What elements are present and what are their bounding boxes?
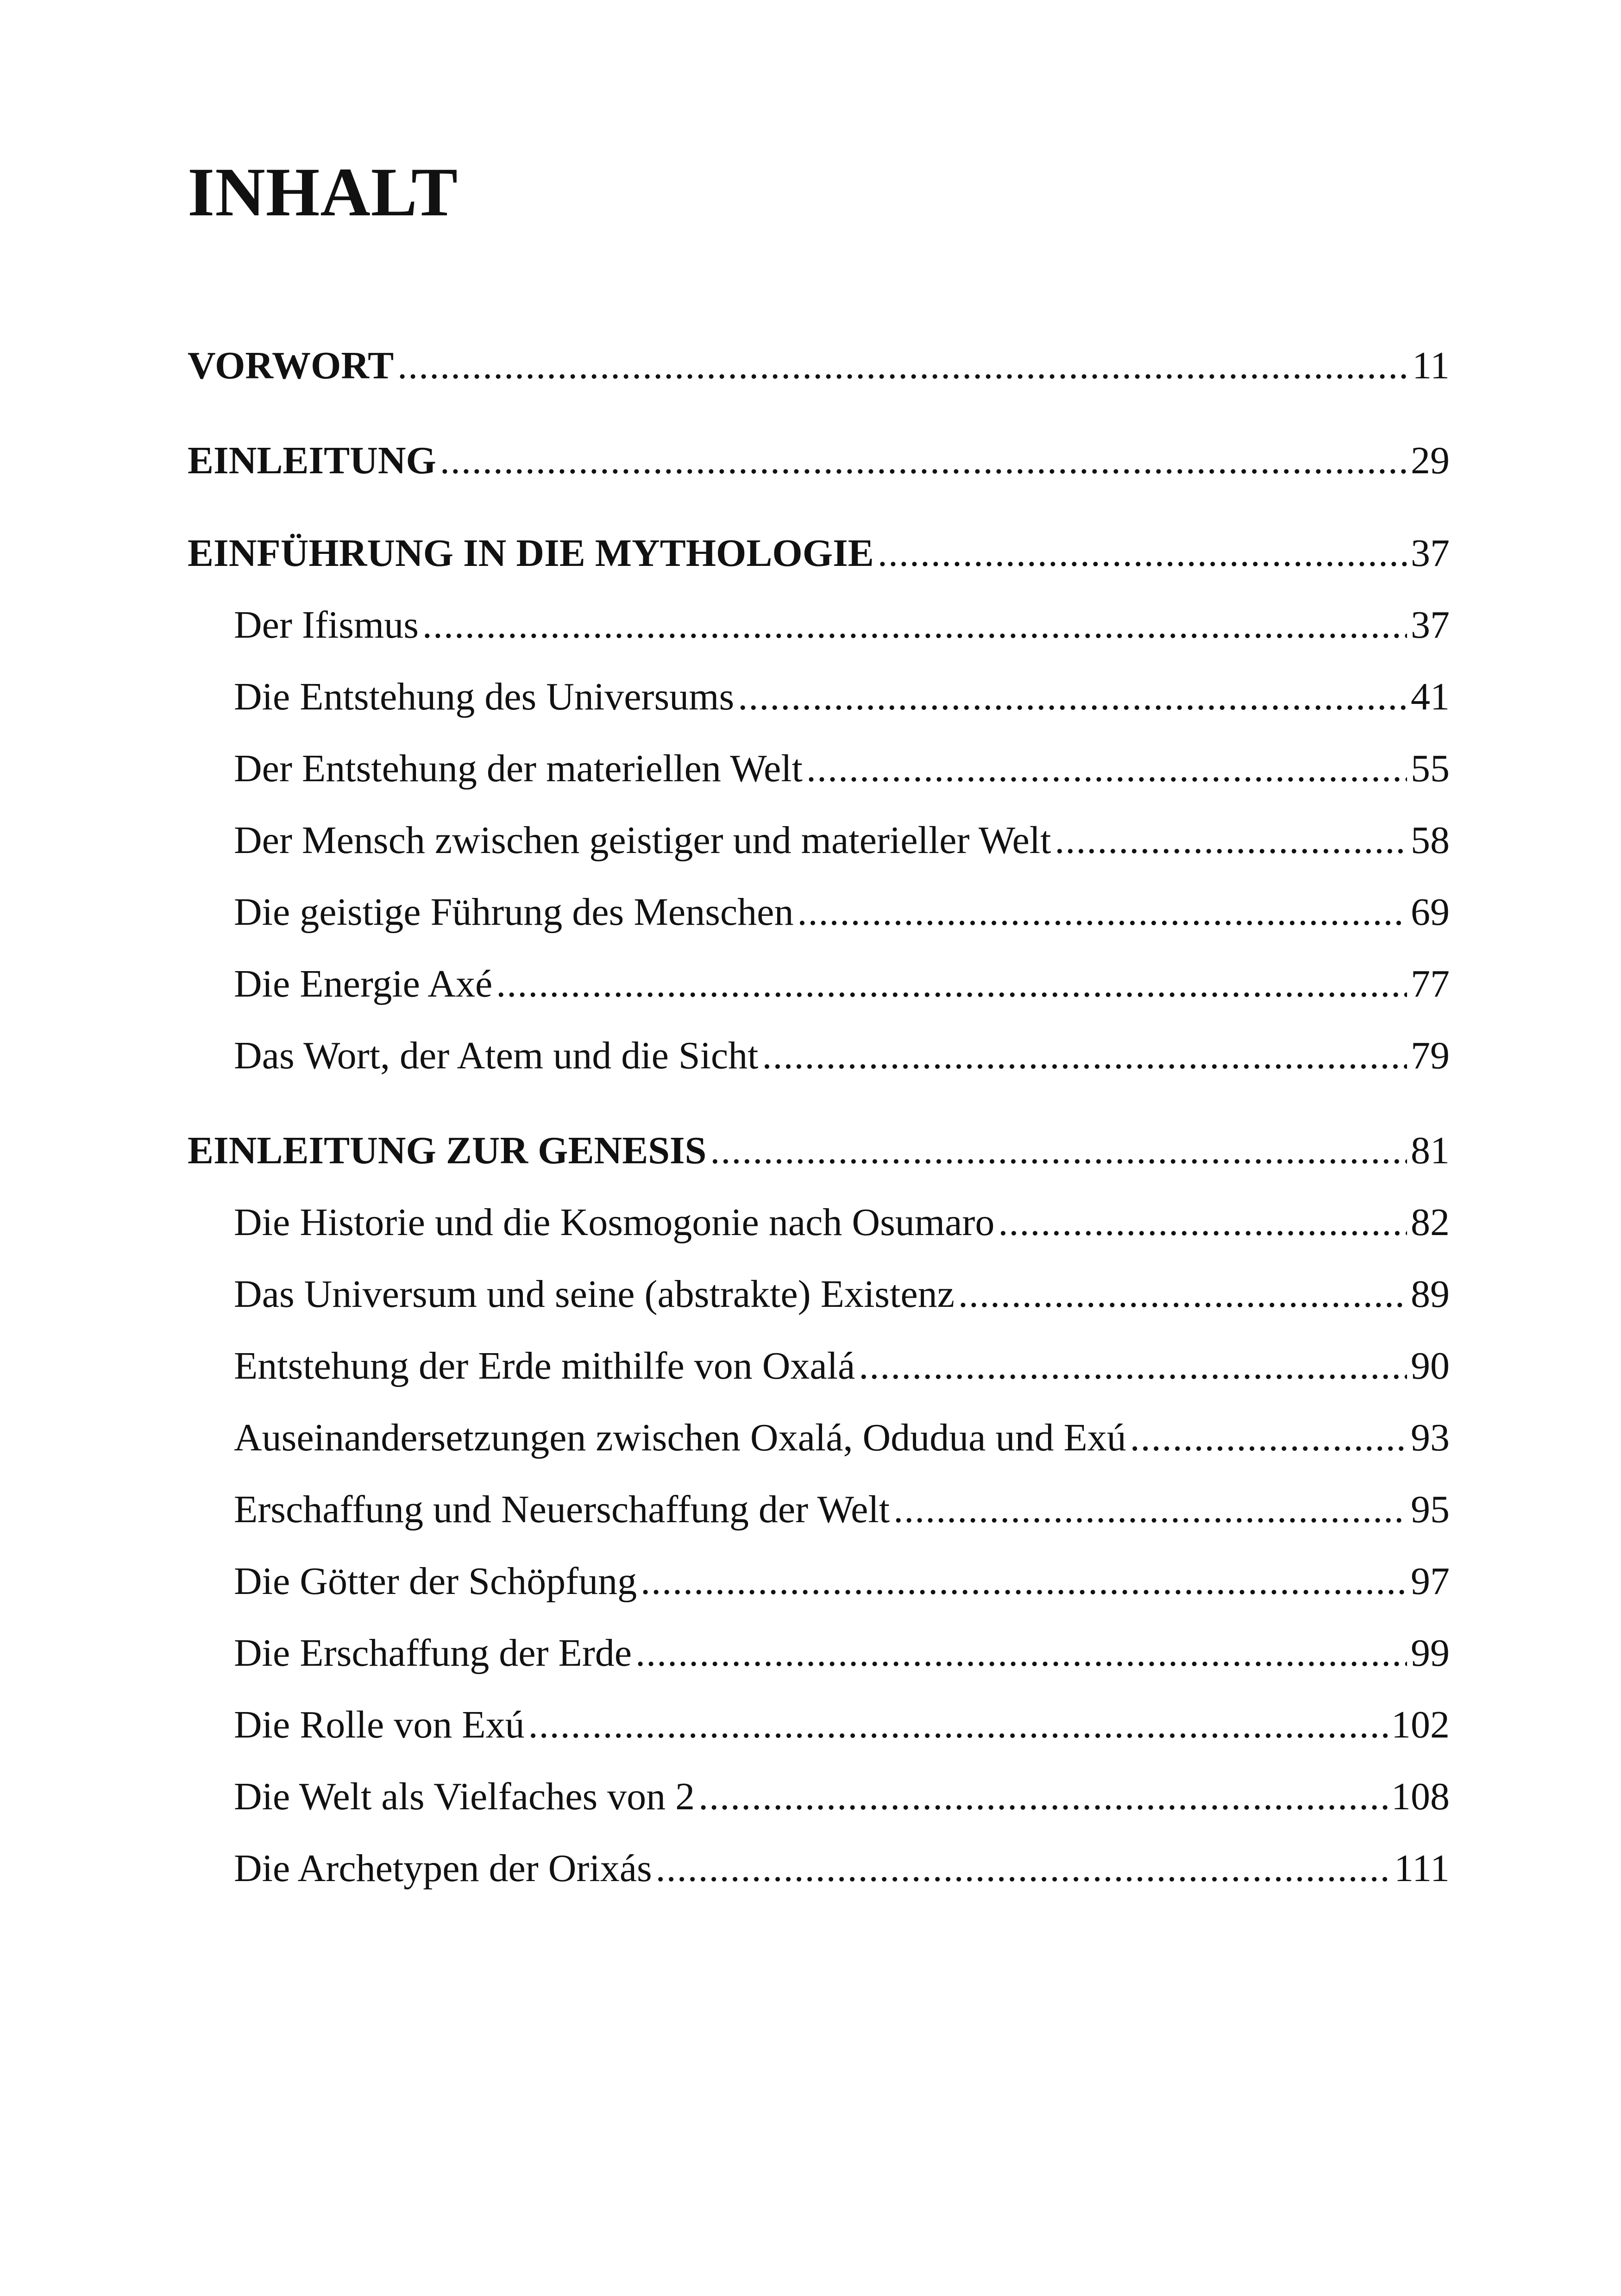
toc-entry-page-number: 89 (1411, 1273, 1450, 1316)
toc-entry-label: Die Energie Axé (234, 962, 493, 1005)
toc-entry-page-number: 77 (1411, 962, 1450, 1005)
toc-entry-page-number: 81 (1411, 1129, 1450, 1172)
toc-entry (188, 1484, 1450, 1535)
toc-entry-label: Auseinandersetzungen zwischen Oxalá, Odudua und Exú (234, 1416, 1126, 1459)
toc-entry-label: Die Entstehung des Universums (234, 675, 735, 718)
toc-entry-page-number: 99 (1411, 1631, 1450, 1675)
toc-entry (188, 1412, 1450, 1463)
toc-entry-page-number: 41 (1411, 675, 1450, 718)
dot-leader (641, 1556, 1407, 1607)
toc-entry-page-number: 37 (1411, 532, 1450, 575)
toc-entry-page-number: 102 (1391, 1703, 1450, 1746)
toc-entry (188, 340, 1450, 391)
page-title: INHALT (188, 154, 459, 231)
dot-leader (698, 1771, 1388, 1822)
toc-entry-label: Die Archetypen der Orixás (234, 1847, 652, 1890)
toc-entry-label: Der Ifismus (234, 603, 419, 646)
dot-leader (878, 528, 1407, 579)
toc-entry-label: Die Historie und die Kosmogonie nach Osumaro (234, 1201, 995, 1244)
toc-entry (188, 1341, 1450, 1392)
toc-entry-label: Die Erschaffung der Erde (234, 1631, 632, 1675)
toc-entry-page-number: 111 (1394, 1847, 1450, 1890)
toc-entry-label: VORWORT (188, 344, 394, 387)
toc-entry-label: Die Welt als Vielfaches von 2 (234, 1775, 695, 1818)
toc-entry (188, 887, 1450, 938)
dot-leader (806, 743, 1407, 794)
toc-entry (188, 1843, 1450, 1894)
toc-entry (188, 1197, 1450, 1248)
toc-entry (188, 435, 1450, 486)
dot-leader (440, 435, 1407, 486)
toc-entry-page-number: 82 (1411, 1201, 1450, 1244)
toc-entry-page-number: 79 (1411, 1034, 1450, 1077)
dot-leader (762, 1030, 1407, 1081)
toc-entry-page-number: 69 (1411, 891, 1450, 934)
toc-entry-page-number: 95 (1411, 1488, 1450, 1531)
toc-entry-page-number: 58 (1411, 819, 1450, 862)
toc-entry (188, 1556, 1450, 1607)
toc-entry-label: Entstehung der Erde mithilfe von Oxalá (234, 1344, 855, 1387)
toc-entry-page-number: 97 (1411, 1560, 1450, 1603)
dot-leader (496, 959, 1407, 1010)
table-of-contents (188, 0, 1450, 2296)
dot-leader (1055, 815, 1407, 866)
dot-leader (797, 887, 1407, 938)
dot-leader (1130, 1412, 1407, 1463)
toc-entry-label: Das Wort, der Atem und die Sicht (234, 1034, 759, 1077)
toc-entry-label: Die Rolle von Exú (234, 1703, 525, 1746)
toc-entry-page-number: 55 (1411, 747, 1450, 790)
toc-entry (188, 528, 1450, 579)
toc-entry-page-number: 37 (1411, 603, 1450, 646)
toc-entry (188, 671, 1450, 722)
dot-leader (397, 340, 1408, 391)
toc-entry (188, 815, 1450, 866)
toc-entry-page-number: 29 (1411, 439, 1450, 482)
dot-leader (656, 1843, 1391, 1894)
toc-entry-label: Die geistige Führung des Menschen (234, 891, 794, 934)
dot-leader (998, 1197, 1407, 1248)
dot-leader (859, 1341, 1407, 1392)
toc-entry (188, 600, 1450, 651)
toc-entry-page-number: 90 (1411, 1344, 1450, 1387)
dot-leader (738, 671, 1407, 722)
toc-entry-page-number: 108 (1391, 1775, 1450, 1818)
dot-leader (528, 1700, 1388, 1750)
toc-entry (188, 1700, 1450, 1750)
toc-entry-label: Der Mensch zwischen geistiger und materieller Welt (234, 819, 1051, 862)
toc-entry-label: EINLEITUNG (188, 439, 436, 482)
toc-entry (188, 743, 1450, 794)
toc-entry-label: EINLEITUNG ZUR GENESIS (188, 1129, 707, 1172)
dot-leader (635, 1628, 1407, 1679)
toc-entry-page-number: 11 (1412, 344, 1450, 387)
toc-entry-page-number: 93 (1411, 1416, 1450, 1459)
toc-entry-label: Das Universum und seine (abstrakte) Existenz (234, 1273, 955, 1316)
toc-entry (188, 1269, 1450, 1320)
toc-entry (188, 1125, 1450, 1176)
toc-entry-label: Erschaffung und Neuerschaffung der Welt (234, 1488, 890, 1531)
dot-leader (710, 1125, 1407, 1176)
toc-entry (188, 959, 1450, 1010)
toc-entry (188, 1628, 1450, 1679)
toc-entry-label: EINFÜHRUNG IN DIE MYTHOLOGIE (188, 532, 874, 575)
toc-entry-label: Der Entstehung der materiellen Welt (234, 747, 803, 790)
toc-entry-label: Die Götter der Schöpfung (234, 1560, 637, 1603)
dot-leader (893, 1484, 1407, 1535)
dot-leader (958, 1269, 1407, 1320)
toc-entry (188, 1030, 1450, 1081)
dot-leader (422, 600, 1407, 651)
toc-entry (188, 1771, 1450, 1822)
